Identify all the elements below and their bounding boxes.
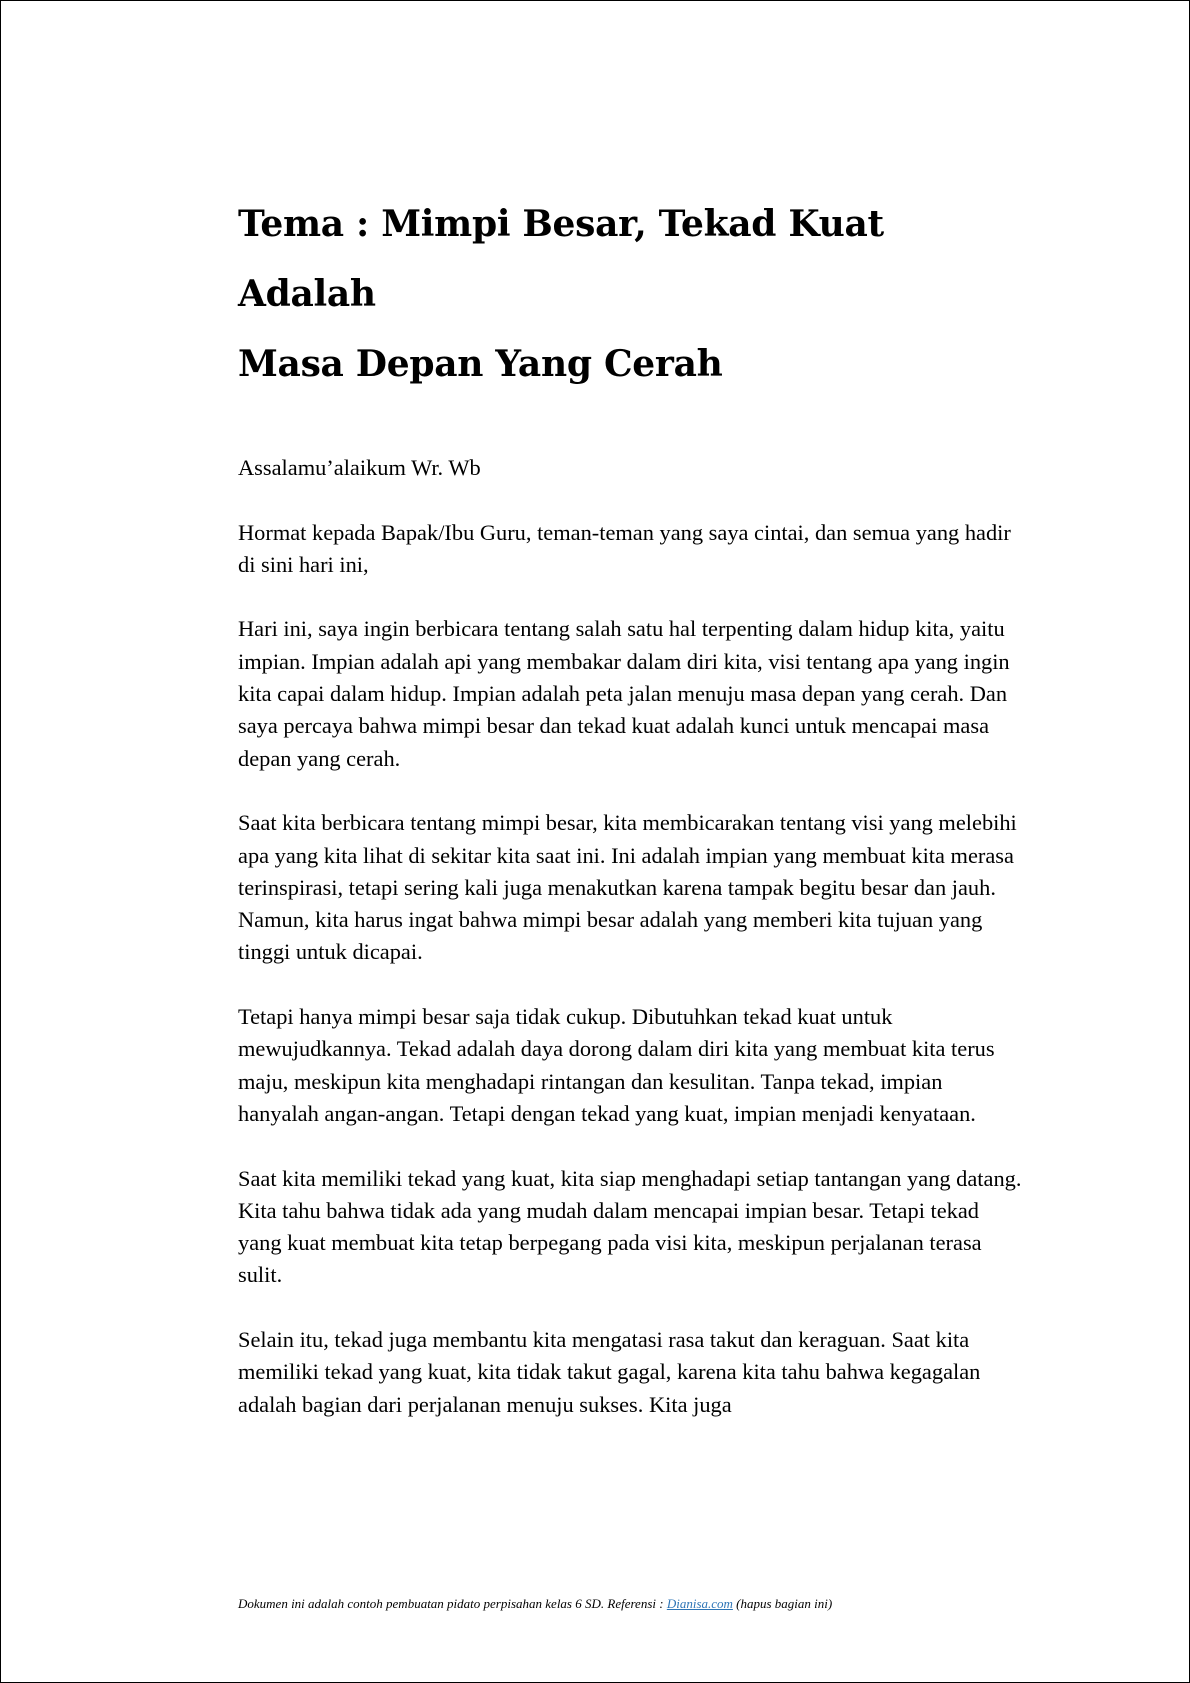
body-paragraph: Tetapi hanya mimpi besar saja tidak cukup. Dibutuhkan tekad kuat untuk mewujudkannya. Tekad adalah daya dorong dalam diri kita yang membuat kita terus maju, meskipun kita menghadapi rintangan dan kesulitan. Tanpa tekad, impian hanyalah angan-angan. Tetapi dengan tekad yang kuat, impian menjadi kenyataan.	[238, 1004, 995, 1126]
document-title	[238, 189, 1018, 399]
footer-text-before: Dokumen ini adalah contoh pembuatan pidato perpisahan kelas 6 SD. Referensi :	[238, 1596, 667, 1611]
title-line-2: Masa Depan Yang Cerah	[238, 343, 723, 385]
page-footer	[238, 1596, 832, 1612]
speech-body	[238, 452, 1028, 1453]
title-line-1: Tema : Mimpi Besar, Tekad Kuat Adalah	[238, 203, 884, 315]
title-block	[238, 189, 1018, 399]
body-paragraph: Hari ini, saya ingin berbicara tentang salah satu hal terpenting dalam hidup kita, yaitu impian. Impian adalah api yang membakar dalam diri kita, visi tentang apa yang ingin kita capai dalam hidup. Impian adalah peta jalan menuju masa depan yang cerah. Dan saya percaya bahwa mimpi besar dan tekad kuat adalah kunci untuk mencapai masa depan yang cerah.	[238, 616, 1010, 771]
body-paragraph: Saat kita berbicara tentang mimpi besar, kita membicarakan tentang visi yang melebihi apa yang kita lihat di sekitar kita saat ini. Ini adalah impian yang membuat kita merasa terinspirasi, tetapi sering kali juga menakutkan karena tampak begitu besar dan jauh. Namun, kita harus ingat bahwa mimpi besar adalah yang memberi kita tujuan yang tinggi untuk dicapai.	[238, 810, 1017, 965]
reference-link[interactable]: Dianisa.com	[666, 1596, 733, 1611]
greeting-paragraph: Assalamu’alaikum Wr. Wb	[238, 455, 481, 480]
salutation-paragraph: Hormat kepada Bapak/Ibu Guru, teman-teman yang saya cintai, dan semua yang hadir di sini hari ini,	[238, 519, 1011, 577]
body-paragraph: Selain itu, tekad juga membantu kita mengatasi rasa takut dan keraguan. Saat kita memiliki tekad yang kuat, kita tidak takut gagal, karena kita tahu bahwa kegagalan adalah bagian dari perjalanan menuju sukses. Kita juga	[238, 1327, 981, 1417]
footer-text-after: (hapus bagian ini)	[732, 1596, 833, 1611]
body-paragraph: Saat kita memiliki tekad yang kuat, kita siap menghadapi setiap tantangan yang datang. Kita tahu bahwa tidak ada yang mudah dalam mencapai impian besar. Tetapi tekad yang kuat membuat kita tetap berpegang pada visi kita, meskipun perjalanan terasa sulit.	[238, 1165, 1022, 1288]
